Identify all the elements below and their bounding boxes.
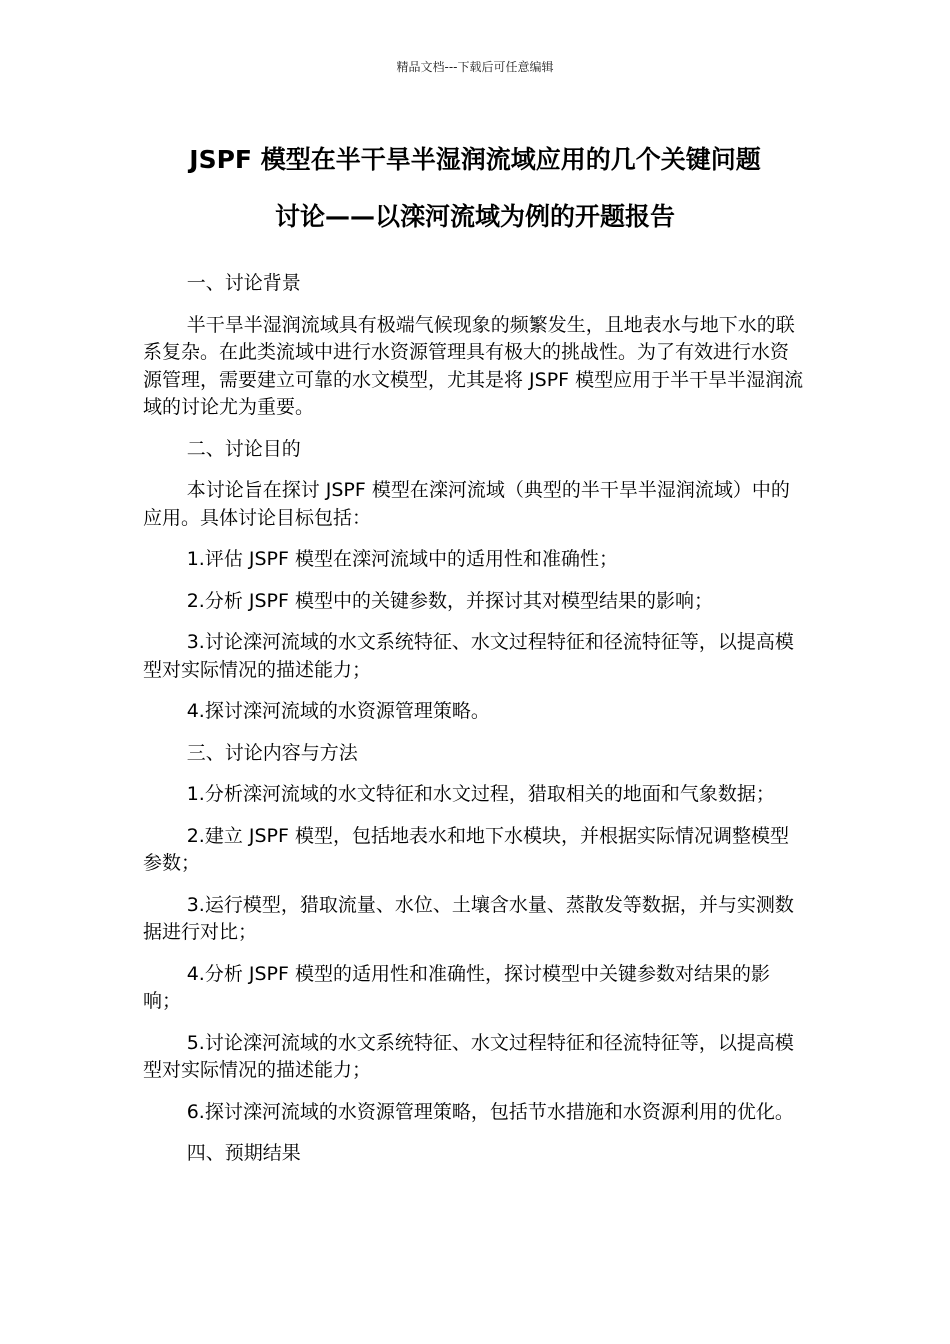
- paragraph-background: 半干旱半湿润流域具有极端气候现象的频繁发生，且地表水与地下水的联系复杂。在此类流域中进行水资源管理具有极大的挑战性。为了有效进行水资源管理，需要建立可靠的水文模型，尤其是将 JSPF 模型应用于半干旱半湿润流域的讨论尤为重要。: [143, 313, 804, 418]
- document-body: [143, 270, 805, 1182]
- section-heading-purpose: 二、讨论目的: [186, 437, 301, 460]
- purpose-item-3: 3.讨论滦河流域的水文系统特征、水文过程特征和径流特征等，以提高模型对实际情况的描述能力；: [143, 631, 794, 681]
- method-item-5: 5.讨论滦河流域的水文系统特征、水文过程特征和径流特征等，以提高模型对实际情况的描述能力；: [143, 1031, 794, 1081]
- method-item-2: 2.建立 JSPF 模型，包括地表水和地下水模块，并根据实际情况调整模型参数；: [143, 824, 789, 874]
- purpose-item-2: 2.分析 JSPF 模型中的关键参数，并探讨其对模型结果的影响；: [186, 589, 713, 612]
- method-item-1: 1.分析滦河流域的水文特征和水文过程，猎取相关的地面和气象数据；: [186, 783, 775, 805]
- method-item-3: 3.运行模型，猎取流量、水位、土壤含水量、蒸散发等数据，并与实测数据进行对比；: [143, 893, 794, 943]
- document-title-line-2: 讨论——以滦河流域为例的开题报告: [274, 202, 675, 231]
- purpose-item-1: 1.评估 JSPF 模型在滦河流域中的适用性和准确性；: [186, 548, 618, 570]
- section-heading-methods: 三、讨论内容与方法: [186, 741, 358, 764]
- header-note: 精品文档---下载后可任意编辑: [396, 60, 554, 74]
- section-heading-background: 一、讨论背景: [186, 272, 301, 294]
- method-item-6: 6.探讨滦河流域的水资源管理策略，包括节水措施和水资源利用的优化。: [186, 1100, 794, 1123]
- section-heading-expected-results: 四、预期结果: [186, 1142, 301, 1164]
- document-title-line-1: JSPF 模型在半干旱半湿润流域应用的几个关键问题: [189, 145, 761, 174]
- paragraph-purpose: 本讨论旨在探讨 JSPF 模型在滦河流域（典型的半干旱半湿润流域）中的应用。具体讨论目标包括：: [143, 479, 790, 529]
- purpose-item-4: 4.探讨滦河流域的水资源管理策略。: [186, 700, 490, 722]
- method-item-4: 4.分析 JSPF 模型的适用性和准确性，探讨模型中关键参数对结果的影响；: [143, 962, 770, 1012]
